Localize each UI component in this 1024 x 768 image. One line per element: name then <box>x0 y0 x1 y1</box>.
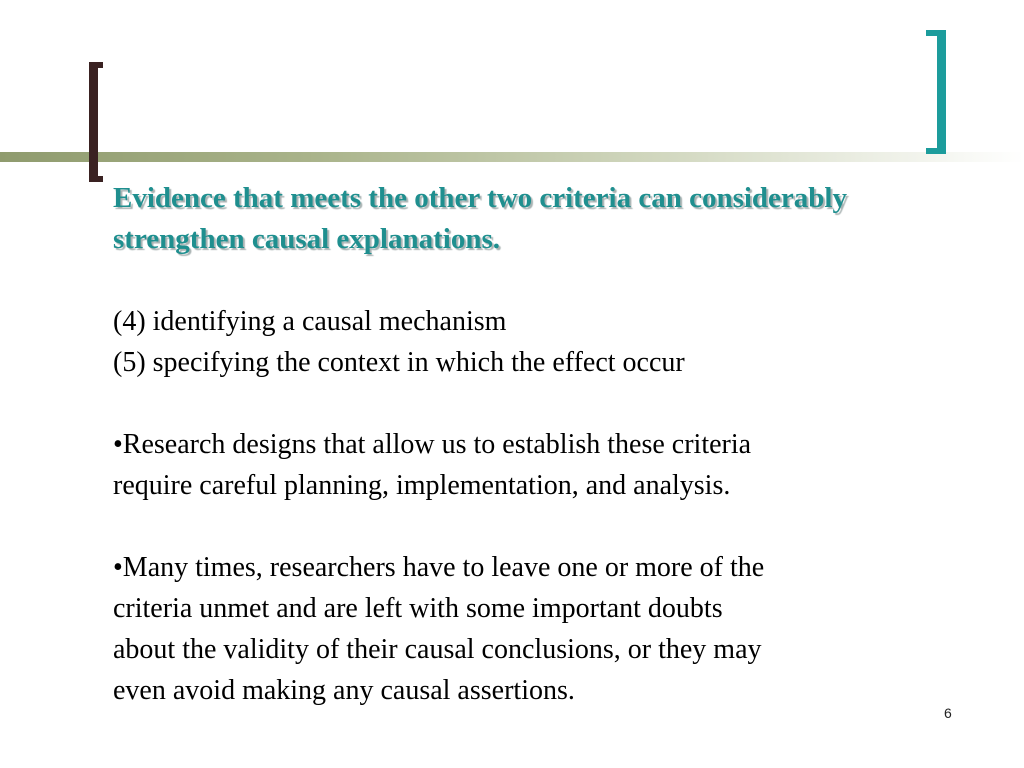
bullet-many-times-line: even avoid making any causal assertions. <box>113 675 575 706</box>
bullet-many-times-line: criteria unmet and are left with some important doubts <box>113 593 723 624</box>
decorative-band <box>0 152 1024 162</box>
bullet-many-times-line: about the validity of their causal conclusions, or they may <box>113 634 762 665</box>
bullet-research-designs-line: require careful planning, implementation, and analysis. <box>113 470 731 501</box>
left-bracket-decoration <box>89 62 103 182</box>
slide-content <box>113 178 993 711</box>
spacer <box>113 260 993 301</box>
right-bracket-decoration <box>926 30 946 154</box>
bullet-many-times-line: •Many times, researchers have to leave one or more of the <box>113 552 765 583</box>
page-number: 6 <box>944 705 952 721</box>
spacer <box>113 383 993 424</box>
criterion-item: (5) specifying the context in which the effect occur <box>113 347 685 378</box>
slide-heading-line: Evidence that meets the other two criteria can considerably <box>113 182 847 214</box>
spacer <box>113 506 993 547</box>
criterion-item: (4) identifying a causal mechanism <box>113 306 507 337</box>
slide-heading-line: strengthen causal explanations. <box>113 223 500 255</box>
bullet-research-designs-line: •Research designs that allow us to establish these criteria <box>113 429 752 460</box>
